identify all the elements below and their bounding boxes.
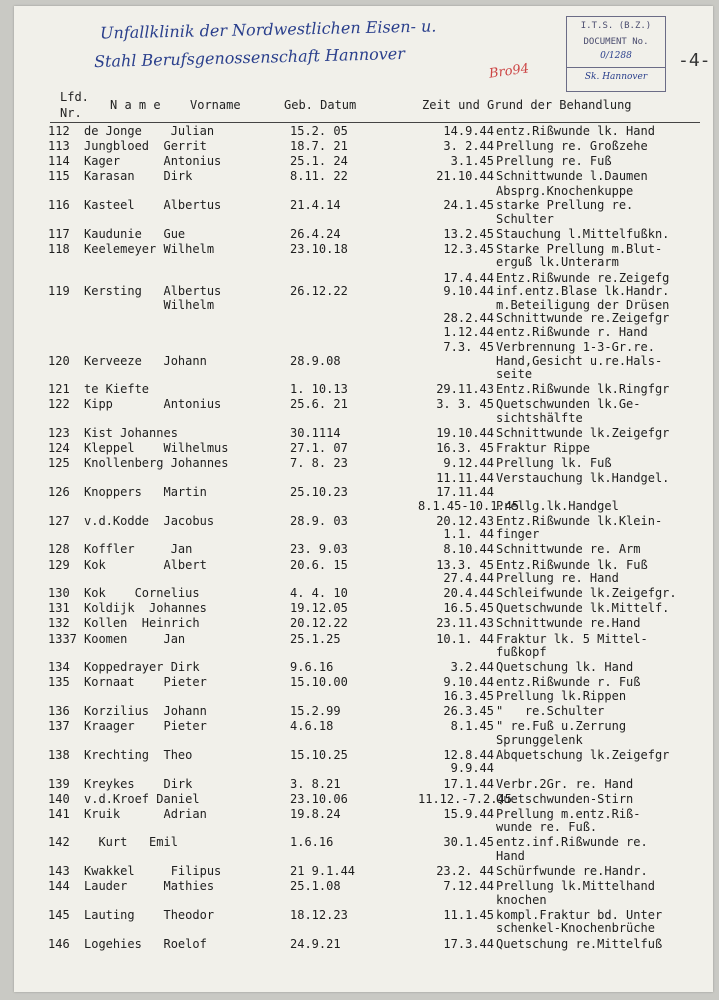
row-treatment-date: 17.1.44 bbox=[443, 776, 494, 791]
header-nr: Nr. bbox=[60, 106, 82, 120]
row-treatment-date: 9.12.44 bbox=[443, 456, 494, 471]
row-number: 114 bbox=[48, 154, 70, 169]
row-treatment-reason: sichtshälfte bbox=[496, 410, 583, 425]
row-number: 130 bbox=[48, 586, 70, 601]
row-birth-date: 21 9.1.44 bbox=[290, 864, 356, 879]
row-treatment-date: 17.11.44 bbox=[436, 484, 494, 499]
row-number: 112 bbox=[48, 124, 70, 138]
document-stamp bbox=[566, 16, 666, 92]
row-treatment-reason: Entz.Rißwunde re.Zeigefg bbox=[496, 270, 670, 285]
row-name: Knoppers Martin bbox=[84, 484, 207, 499]
row-treatment-date: 7.3. 45 bbox=[443, 340, 494, 354]
row-treatment-reason: Verstauchung lk.Handgel. bbox=[496, 471, 670, 486]
row-treatment-date: 30.1.45 bbox=[443, 835, 494, 850]
row-treatment-date: 9.10.44 bbox=[443, 675, 494, 690]
row-treatment-reason: Hand,Gesicht u.re.Hals- bbox=[496, 353, 663, 368]
header-rule bbox=[50, 122, 700, 123]
row-name: v.d.Kroef Daniel bbox=[84, 791, 200, 806]
row-treatment-reason: Prellung re. Großzehe bbox=[496, 139, 648, 154]
row-treatment-date: 1.12.44 bbox=[443, 324, 494, 339]
row-name-continued: Wilhelm bbox=[84, 297, 215, 312]
row-birth-date: 1.6.16 bbox=[290, 835, 334, 850]
row-treatment-date: 17.3.44 bbox=[443, 936, 494, 951]
row-treatment-reason: knochen bbox=[496, 892, 547, 907]
row-number: 138 bbox=[48, 747, 70, 762]
header-birth-date: Geb. Datum bbox=[284, 98, 357, 112]
row-number: 123 bbox=[48, 426, 70, 441]
row-treatment-reason: Prellung lk.Rippen bbox=[496, 688, 627, 703]
row-treatment-date: 11.1.45 bbox=[443, 907, 494, 922]
header-name: N a m e bbox=[110, 98, 161, 112]
row-number: 132 bbox=[48, 616, 70, 631]
row-name: v.d.Kodde Jacobus bbox=[84, 513, 215, 528]
row-birth-date: 8.11. 22 bbox=[290, 169, 348, 184]
row-birth-date: 26.4.24 bbox=[290, 226, 341, 241]
row-birth-date: 25.10.23 bbox=[290, 484, 348, 499]
row-birth-date: 20.6. 15 bbox=[290, 557, 348, 572]
row-birth-date: 19.12.05 bbox=[290, 601, 348, 616]
row-treatment-reason: Fraktur Rippe bbox=[496, 441, 590, 456]
handwritten-title-line-2: Stahl Berufsgenossenschaft Hannover bbox=[93, 43, 406, 72]
row-name: Koomen Jan bbox=[84, 631, 186, 646]
row-name: Korzilius Johann bbox=[84, 704, 207, 718]
row-treatment-reason: Hand bbox=[496, 848, 525, 863]
row-treatment-reason: Prellung lk.Mittelhand bbox=[496, 879, 655, 894]
row-treatment-reason: Prellung re. Hand bbox=[496, 571, 619, 586]
stamp-line-4: Sk. Hannover bbox=[584, 72, 648, 82]
row-treatment-reason: Quetschwunden-Stirn bbox=[496, 791, 634, 806]
row-treatment-date: 26.3.45 bbox=[443, 704, 494, 718]
row-number: 127 bbox=[48, 513, 70, 528]
document-page bbox=[14, 6, 713, 992]
row-number: 124 bbox=[48, 441, 70, 456]
row-treatment-date: 12.3.45 bbox=[443, 241, 494, 256]
row-treatment-reason: Entz.Rißwunde lk. Fuß bbox=[496, 557, 648, 572]
row-birth-date: 25.6. 21 bbox=[290, 397, 348, 412]
row-treatment-reason: Prellung lk. Fuß bbox=[496, 456, 612, 471]
row-number: 126 bbox=[48, 484, 70, 499]
row-treatment-date: 3.1.45 bbox=[450, 154, 494, 169]
row-number: 1337 bbox=[48, 631, 77, 646]
row-number: 116 bbox=[48, 197, 70, 212]
row-treatment-date: 29.11.43 bbox=[436, 382, 494, 397]
header-lfd: Lfd. bbox=[60, 90, 89, 104]
row-name: Kager Antonius bbox=[84, 154, 222, 169]
row-treatment-date: 28.2.44 bbox=[443, 311, 494, 326]
row-treatment-reason: Starke Prellung m.Blut- bbox=[496, 241, 663, 256]
row-name: Kipp Antonius bbox=[84, 397, 222, 412]
row-birth-date: 23. 9.03 bbox=[290, 542, 348, 557]
stamp-line-3: 0/1288 bbox=[600, 51, 632, 61]
row-number: 136 bbox=[48, 704, 70, 718]
row-treatment-reason: Stauchung l.Mittelfußkn. bbox=[496, 226, 670, 241]
row-name: de Jonge Julian bbox=[84, 124, 215, 138]
row-treatment-reason: wunde re. Fuß. bbox=[496, 820, 598, 835]
row-treatment-date: 23.11.43 bbox=[436, 616, 494, 631]
row-number: 140 bbox=[48, 791, 70, 806]
row-treatment-date: 23.2. 44 bbox=[436, 864, 494, 879]
row-birth-date: 7. 8. 23 bbox=[290, 456, 348, 471]
row-treatment-date: 16.5.45 bbox=[443, 601, 494, 616]
row-birth-date: 15.2. 05 bbox=[290, 124, 348, 138]
row-name: Kerveeze Johann bbox=[84, 353, 207, 368]
row-name: Jungbloed Gerrit bbox=[84, 139, 207, 154]
row-treatment-reason: finger bbox=[496, 527, 540, 542]
row-treatment-reason: entz.Rißwunde lk. Hand bbox=[496, 124, 655, 138]
row-birth-date: 21.4.14 bbox=[290, 197, 341, 212]
page-number: -4- bbox=[678, 50, 711, 71]
row-number: 113 bbox=[48, 139, 70, 154]
row-name: Karasan Dirk bbox=[84, 169, 193, 184]
row-treatment-reason: Prellung re. Fuß bbox=[496, 154, 612, 169]
row-birth-date: 18.7. 21 bbox=[290, 139, 348, 154]
row-treatment-reason: entz.Rißwunde r. Hand bbox=[496, 324, 648, 339]
row-birth-date: 4. 4. 10 bbox=[290, 586, 348, 601]
row-birth-date: 27.1. 07 bbox=[290, 441, 348, 456]
row-birth-date: 28.9. 03 bbox=[290, 513, 348, 528]
row-treatment-date: 3. 2.44 bbox=[443, 139, 494, 154]
row-treatment-date: 16.3.45 bbox=[443, 688, 494, 703]
row-name: Kok Albert bbox=[84, 557, 207, 572]
row-name: Kruik Adrian bbox=[84, 806, 207, 821]
row-number: 137 bbox=[48, 719, 70, 734]
row-treatment-reason: Schnittwunde re.Zeigefgr bbox=[496, 311, 670, 326]
row-birth-date: 9.6.16 bbox=[290, 660, 334, 675]
row-treatment-reason: Entz.Rißwunde lk.Ringfgr bbox=[496, 382, 670, 397]
handwritten-title-line-1: Unfallklinik der Nordwestlichen Eisen- u. bbox=[99, 16, 437, 43]
row-treatment-date: 20.4.44 bbox=[443, 586, 494, 601]
row-treatment-reason: m.Beteiligung der Drüsen bbox=[496, 297, 670, 312]
row-birth-date: 28.9.08 bbox=[290, 353, 341, 368]
table-header bbox=[14, 86, 713, 122]
row-treatment-date: 8.1.45-10.1.45 bbox=[418, 498, 520, 513]
row-treatment-date: 16.3. 45 bbox=[436, 441, 494, 456]
row-treatment-date: 11.12.-7.2.45 bbox=[418, 791, 512, 806]
row-birth-date: 4.6.18 bbox=[290, 719, 334, 734]
row-number: 143 bbox=[48, 864, 70, 879]
row-birth-date: 3. 8.21 bbox=[290, 776, 341, 791]
row-number: 141 bbox=[48, 806, 70, 821]
row-treatment-reason: Quetschung re.Mittelfuß bbox=[496, 936, 663, 951]
row-number: 120 bbox=[48, 353, 70, 368]
row-treatment-reason: Schleifwunde lk.Zeigefgr. bbox=[496, 586, 677, 601]
row-treatment-date: 13.3. 45 bbox=[436, 557, 494, 572]
row-name: Koppedrayer Dirk bbox=[84, 660, 200, 675]
row-number: 128 bbox=[48, 542, 70, 557]
row-treatment-reason: Schnittwunde lk.Zeigefgr bbox=[496, 426, 670, 441]
row-birth-date: 26.12.22 bbox=[290, 284, 348, 299]
row-name: Kasteel Albertus bbox=[84, 197, 222, 212]
row-number: 129 bbox=[48, 557, 70, 572]
row-birth-date: 23.10.06 bbox=[290, 791, 348, 806]
row-number: 115 bbox=[48, 169, 70, 184]
row-treatment-date: 3. 3. 45 bbox=[436, 397, 494, 412]
row-treatment-reason: inf.entz.Blase lk.Handr. bbox=[496, 284, 670, 299]
row-name: Kornaat Pieter bbox=[84, 675, 207, 690]
row-number: 139 bbox=[48, 776, 70, 791]
row-name: Kaudunie Gue bbox=[84, 226, 186, 241]
row-name: Kraager Pieter bbox=[84, 719, 207, 734]
row-treatment-date: 12.8.44 bbox=[443, 747, 494, 762]
row-treatment-date: 24.1.45 bbox=[443, 197, 494, 212]
row-name: Krechting Theo bbox=[84, 747, 193, 762]
row-number: 145 bbox=[48, 907, 70, 922]
row-treatment-date: 10.1. 44 bbox=[436, 631, 494, 646]
row-treatment-date: 3.2.44 bbox=[450, 660, 494, 675]
row-treatment-date: 7.12.44 bbox=[443, 879, 494, 894]
row-number: 142 bbox=[48, 835, 70, 850]
row-name: Kok Cornelius bbox=[84, 586, 200, 601]
row-treatment-reason: Abquetschung lk.Zeigefgr bbox=[496, 747, 670, 762]
row-name: Kist Johannes bbox=[84, 426, 178, 441]
row-treatment-date: 27.4.44 bbox=[443, 571, 494, 586]
row-name: Kleppel Wilhelmus bbox=[84, 441, 229, 456]
row-treatment-reason: Quetschwunden lk.Ge- bbox=[496, 397, 641, 412]
row-number: 125 bbox=[48, 456, 70, 471]
row-birth-date: 24.9.21 bbox=[290, 936, 341, 951]
row-treatment-reason: Absprg.Knochenkuppe bbox=[496, 184, 634, 199]
row-treatment-reason: Quetschwunde lk.Mittelf. bbox=[496, 601, 670, 616]
stamp-divider bbox=[567, 67, 665, 68]
row-number: 146 bbox=[48, 936, 70, 951]
row-treatment-date: 17.4.44 bbox=[443, 270, 494, 285]
row-birth-date: 23.10.18 bbox=[290, 241, 348, 256]
row-treatment-date: 8.1.45 bbox=[450, 719, 494, 734]
row-name: Lauting Theodor bbox=[84, 907, 215, 922]
row-treatment-date: 15.9.44 bbox=[443, 806, 494, 821]
row-treatment-date: 1.1. 44 bbox=[443, 527, 494, 542]
row-number: 134 bbox=[48, 660, 70, 675]
row-name: Keelemeyer Wilhelm bbox=[84, 241, 215, 256]
row-treatment-reason: " re.Schulter bbox=[496, 704, 605, 718]
row-name: Koldijk Johannes bbox=[84, 601, 207, 616]
row-number: 117 bbox=[48, 226, 70, 241]
row-treatment-reason: Schnittwunde l.Daumen bbox=[496, 169, 648, 184]
row-birth-date: 15.10.00 bbox=[290, 675, 348, 690]
row-birth-date: 30.1114 bbox=[290, 426, 341, 441]
row-treatment-reason: Schnittwunde re.Hand bbox=[496, 616, 641, 631]
row-treatment-reason: starke Prellung re. bbox=[496, 197, 634, 212]
row-name: te Kiefte bbox=[84, 382, 150, 397]
row-birth-date: 18.12.23 bbox=[290, 907, 348, 922]
row-treatment-reason: " re.Fuß u.Zerrung bbox=[496, 719, 627, 734]
row-treatment-reason: erguß lk.Unterarm bbox=[496, 255, 619, 270]
row-name: Kreykes Dirk bbox=[84, 776, 193, 791]
row-treatment-reason: Prellg.lk.Handgel bbox=[496, 498, 619, 513]
row-birth-date: 20.12.22 bbox=[290, 616, 348, 631]
row-number: 135 bbox=[48, 675, 70, 690]
row-name: Logehies Roelof bbox=[84, 936, 207, 951]
row-treatment-reason: Schulter bbox=[496, 211, 554, 226]
row-birth-date: 19.8.24 bbox=[290, 806, 341, 821]
row-treatment-reason: schenkel-Knochenbrüche bbox=[496, 921, 655, 936]
row-name: Kwakkel Filipus bbox=[84, 864, 222, 879]
row-birth-date: 15.2.99 bbox=[290, 704, 341, 718]
row-name: Koffler Jan bbox=[84, 542, 193, 557]
row-treatment-reason: entz.inf.Rißwunde re. bbox=[496, 835, 648, 850]
row-treatment-reason: Sprunggelenk bbox=[496, 732, 583, 747]
row-treatment-date: 20.12.43 bbox=[436, 513, 494, 528]
row-number: 122 bbox=[48, 397, 70, 412]
row-treatment-reason: Verbrennung 1-3-Gr.re. bbox=[496, 340, 655, 354]
row-number: 121 bbox=[48, 382, 70, 397]
row-number: 118 bbox=[48, 241, 70, 256]
row-treatment-date: 19.10.44 bbox=[436, 426, 494, 441]
row-treatment-date: 21.10.44 bbox=[436, 169, 494, 184]
row-name: Kersting Albertus bbox=[84, 284, 222, 299]
row-number: 119 bbox=[48, 284, 70, 299]
row-treatment-date: 13.2.45 bbox=[443, 226, 494, 241]
header-treatment: Zeit und Grund der Behandlung bbox=[422, 98, 632, 112]
header-vorname: Vorname bbox=[190, 98, 241, 112]
row-treatment-reason: Prellung m.entz.Riß- bbox=[496, 806, 641, 821]
row-birth-date: 25.1. 24 bbox=[290, 154, 348, 169]
row-treatment-date: 8.10.44 bbox=[443, 542, 494, 557]
stamp-line-1: I.T.S. (B.Z.) bbox=[580, 21, 652, 31]
row-treatment-reason: fußkopf bbox=[496, 645, 547, 660]
row-treatment-reason: Schürfwunde re.Handr. bbox=[496, 864, 648, 879]
row-number: 131 bbox=[48, 601, 70, 616]
row-treatment-date: 9.9.44 bbox=[450, 761, 494, 776]
stamp-line-2: DOCUMENT No. bbox=[583, 37, 649, 47]
row-treatment-reason: entz.Rißwunde r. Fuß bbox=[496, 675, 641, 690]
row-treatment-date: 11.11.44 bbox=[436, 471, 494, 486]
row-treatment-reason: Schnittwunde re. Arm bbox=[496, 542, 641, 557]
row-birth-date: 1. 10.13 bbox=[290, 382, 348, 397]
row-name: Knollenberg Johannes bbox=[84, 456, 229, 471]
row-birth-date: 25.1.25 bbox=[290, 631, 341, 646]
row-birth-date: 25.1.08 bbox=[290, 879, 341, 894]
row-name: Kollen Heinrich bbox=[84, 616, 200, 631]
row-treatment-reason: Fraktur lk. 5 Mittel- bbox=[496, 631, 648, 646]
row-number: 144 bbox=[48, 879, 70, 894]
handwritten-reference: Bro94 bbox=[488, 61, 530, 82]
row-name: Lauder Mathies bbox=[84, 879, 215, 894]
row-name: Kurt Emil bbox=[84, 835, 178, 850]
row-treatment-date: 9.10.44 bbox=[443, 284, 494, 299]
row-treatment-reason: Entz.Rißwunde lk.Klein- bbox=[496, 513, 663, 528]
row-treatment-reason: seite bbox=[496, 367, 533, 382]
row-treatment-reason: Quetschung lk. Hand bbox=[496, 660, 634, 675]
row-treatment-date: 14.9.44 bbox=[443, 124, 494, 138]
row-treatment-reason: Verbr.2Gr. re. Hand bbox=[496, 776, 634, 791]
row-treatment-reason: kompl.Fraktur bd. Unter bbox=[496, 907, 663, 922]
row-birth-date: 15.10.25 bbox=[290, 747, 348, 762]
